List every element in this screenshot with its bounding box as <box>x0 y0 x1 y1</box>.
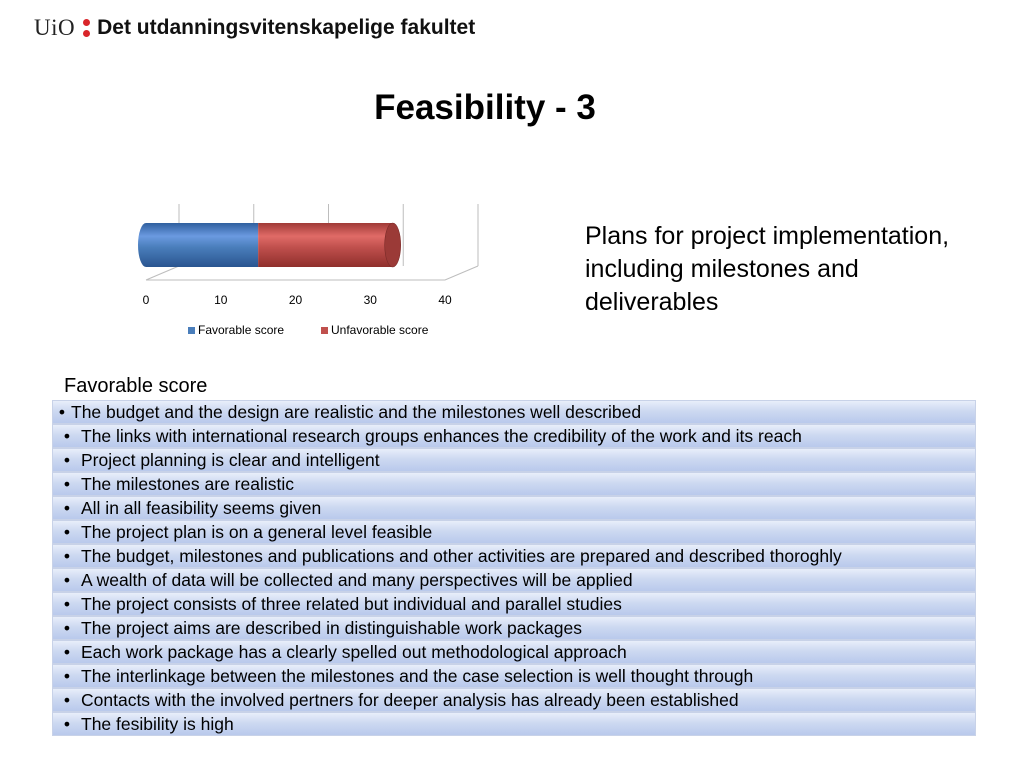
chart-floor <box>146 266 179 280</box>
list-item <box>53 617 975 639</box>
uio-logo-icon <box>83 19 90 37</box>
favorable-heading: Favorable score <box>64 375 208 397</box>
list-item <box>53 521 975 543</box>
x-tick-label: 0 <box>142 293 150 307</box>
bullet-icon: • <box>58 401 66 422</box>
legend-label: Favorable score <box>198 323 285 337</box>
bullet-icon: • <box>63 617 71 638</box>
list-item <box>53 665 975 687</box>
list-item-text: The links with international research groups enhances the credibility of the work and its reach <box>81 425 802 446</box>
list-item <box>53 497 975 519</box>
legend-swatch <box>321 327 328 334</box>
bullet-icon: • <box>63 473 71 494</box>
bullet-icon: • <box>63 713 71 734</box>
list-item <box>53 449 975 471</box>
bullet-icon: • <box>63 641 71 662</box>
list-item-text: The interlinkage between the milestones and the case selection is well thought through <box>81 665 754 686</box>
list-item <box>53 713 975 735</box>
bullet-icon: • <box>63 425 71 446</box>
list-item <box>53 593 975 615</box>
bullet-icon: • <box>63 521 71 542</box>
list-item-text: The fesibility is high <box>81 713 234 734</box>
list-item-text: Each work package has a clearly spelled out methodological approach <box>81 641 627 662</box>
list-item <box>53 689 975 711</box>
list-item-text: Contacts with the involved pertners for deeper analysis has already been established <box>81 689 739 710</box>
list-item-text: A wealth of data will be collected and many perspectives will be applied <box>81 569 633 590</box>
list-item <box>53 473 975 495</box>
legend-label: Unfavorable score <box>331 323 429 337</box>
list-item-text: The budget and the design are realistic and the milestones well described <box>71 401 642 422</box>
bar-favorable-score <box>146 223 258 267</box>
bullet-icon: • <box>63 545 71 566</box>
bullet-icon: • <box>63 449 71 470</box>
bar-cap <box>138 223 154 267</box>
bullet-icon: • <box>63 497 71 518</box>
header <box>34 13 475 43</box>
favorable-list <box>52 400 976 736</box>
bullet-icon: • <box>63 569 71 590</box>
list-item-text: The milestones are realistic <box>81 473 294 494</box>
faculty-name: Det utdanningsvitenskapelige fakultet <box>97 16 476 39</box>
x-tick-label: 20 <box>288 293 303 307</box>
stacked-bar-chart <box>120 190 500 350</box>
bullet-icon: • <box>63 665 71 686</box>
slide-title: Feasibility - 3 <box>374 88 596 127</box>
list-item-text: The budget, milestones and publications and other activities are prepared and described thoroghly <box>81 545 842 566</box>
bullet-icon: • <box>63 689 71 710</box>
x-tick-label: 40 <box>438 293 452 307</box>
list-item <box>53 641 975 663</box>
legend-swatch <box>188 327 195 334</box>
list-item <box>53 401 975 423</box>
x-tick-label: 30 <box>363 293 377 307</box>
side-description: Plans for project implementation, including milestones and deliverables <box>585 222 950 316</box>
list-item-text: The project plan is on a general level feasible <box>81 521 433 542</box>
list-item-text: All in all feasibility seems given <box>81 497 322 518</box>
list-item-text: Project planning is clear and intelligent <box>81 449 380 470</box>
chart-floor <box>146 266 478 280</box>
uio-logo-text: UiO <box>34 15 76 40</box>
list-item <box>53 569 975 591</box>
list-item-text: The project consists of three related but individual and parallel studies <box>81 593 622 614</box>
bullet-icon: • <box>63 593 71 614</box>
x-tick-label: 10 <box>214 293 228 307</box>
list-item <box>53 545 975 567</box>
list-item-text: The project aims are described in distinguishable work packages <box>81 617 582 638</box>
list-item <box>53 425 975 447</box>
bar-unfavorable-score <box>258 223 401 267</box>
